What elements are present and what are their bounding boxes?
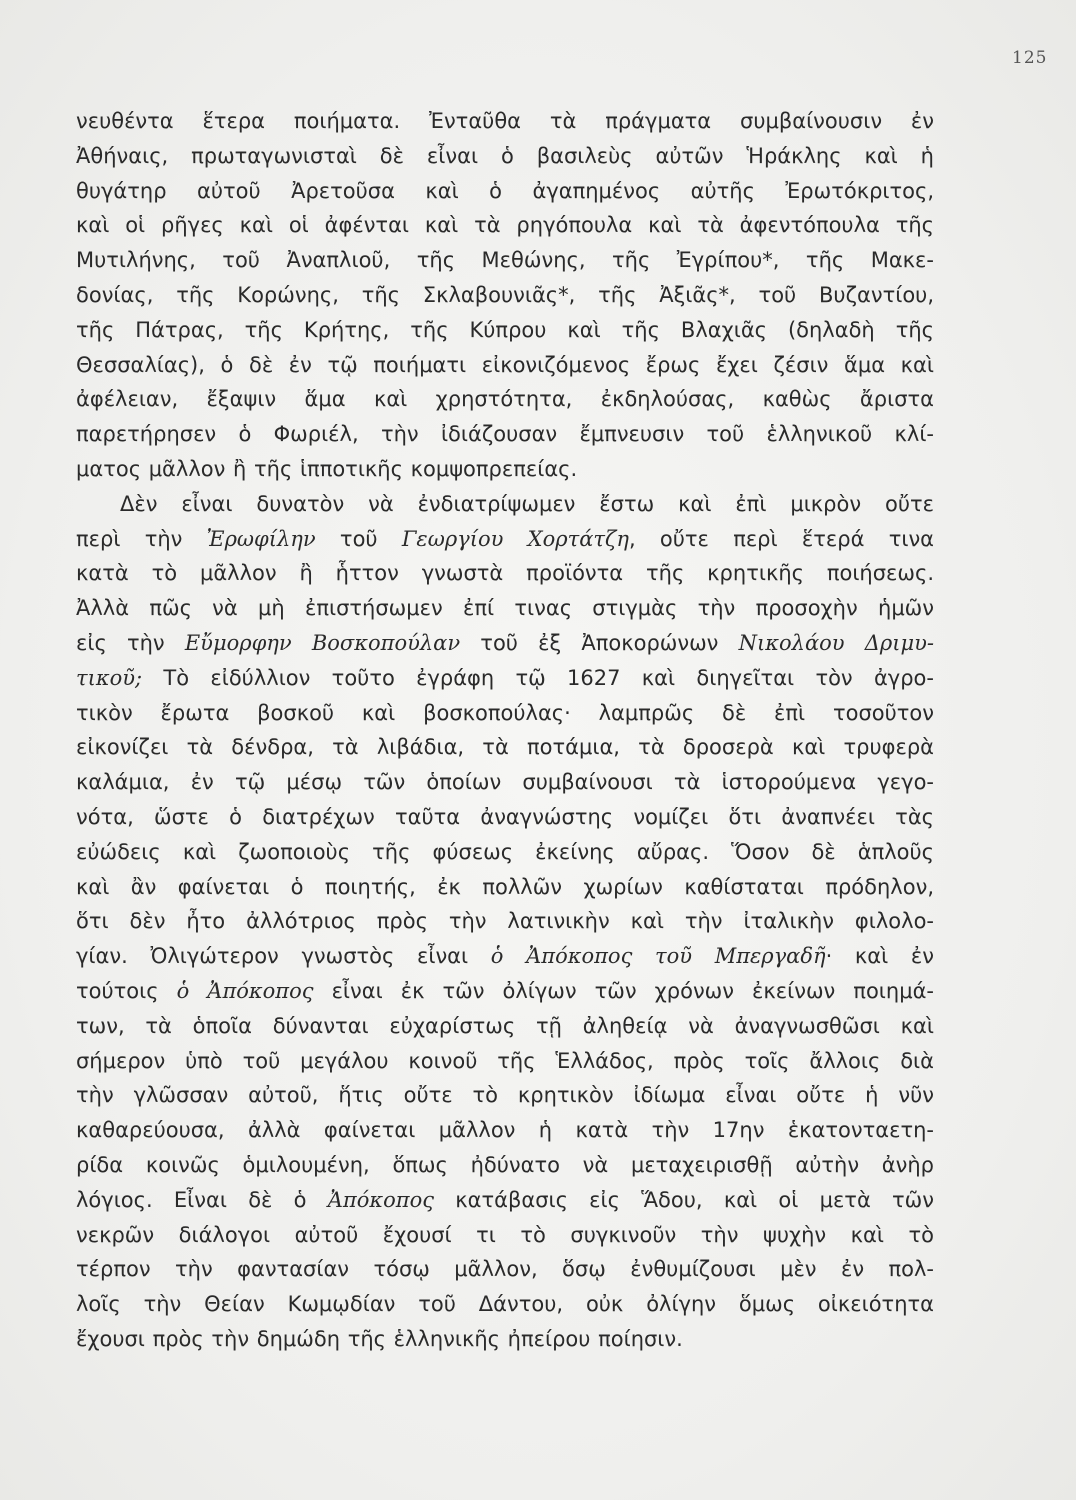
text-run: Ἀθήναις, πρωταγωνισταὶ δὲ εἶναι ὁ βασιλεὺς αὐτῶν Ἡράκλης καὶ ἡ — [76, 143, 934, 168]
text-run: τούτοις — [76, 978, 177, 1003]
text-line — [76, 417, 934, 452]
text-run: εἰς τὴν — [76, 630, 185, 655]
text-run: τοῦ ἐξ Ἀποκορώνων — [460, 630, 739, 655]
text-run: τέρπον τὴν φαντασίαν τόσῳ μᾶλλον, ὅσῳ ἐνθυμίζουσι μὲν ἐν πολ- — [76, 1257, 934, 1282]
italic-title: Νικολάου Δριμυ- — [738, 630, 934, 655]
text-run: , οὔτε περὶ ἕτερά τινα — [628, 526, 935, 551]
text-line — [76, 522, 934, 557]
text-run: ὅτι δὲν ἦτο ἀλλότριος πρὸς τὴν λατινικὴν καὶ τὴν ἰταλικὴν φιλολο- — [76, 909, 934, 934]
text-run: γίαν. Ὀλιγώτερον γνωστὸς εἶναι — [76, 944, 491, 969]
text-line — [76, 696, 934, 731]
italic-title: τικοῦ; — [76, 665, 143, 690]
text-line — [76, 208, 934, 243]
body-text — [76, 104, 934, 1357]
text-line — [76, 765, 934, 800]
text-run: καὶ ἂν φαίνεται ὁ ποιητής, ἐκ πολλῶν χωρίων καθίσταται πρόδηλον, — [76, 874, 934, 899]
text-line — [76, 1218, 934, 1253]
italic-title: Ἐρωφίλην — [206, 526, 316, 551]
italic-title: ὁ Ἀπόκοπος — [176, 978, 314, 1003]
text-run: παρετήρησεν ὁ Φωριέλ, τὴν ἰδιάζουσαν ἔμπνευσιν τοῦ ἑλληνικοῦ κλί- — [76, 422, 934, 447]
text-run: ρίδα κοινῶς ὁμιλουμένη, ὅπως ἠδύνατο νὰ μεταχειρισθῇ αὐτὴν ἀνὴρ — [76, 1152, 934, 1177]
text-line — [76, 661, 934, 696]
text-run: λοῖς τὴν Θείαν Κωμῳδίαν τοῦ Δάντου, οὐκ ὀλίγην ὅμως οἰκειότητα — [76, 1292, 934, 1317]
text-line — [76, 1148, 934, 1183]
text-run: νευθέντα ἕτερα ποιήματα. Ἐνταῦθα τὰ πράγματα συμβαίνουσιν ἐν — [76, 109, 934, 133]
text-line — [76, 1287, 934, 1322]
text-run: κατάβασις εἰς Ἅδου, καὶ οἱ μετὰ τῶν — [434, 1187, 934, 1212]
text-run: θυγάτηρ αὐτοῦ Ἀρετοῦσα καὶ ὁ ἀγαπημένος αὐτῆς Ἐρωτόκριτος, — [76, 178, 934, 203]
italic-title: ὁ Ἀπόκοπος τοῦ Μπεργαδῆ — [490, 944, 826, 969]
page-number: 125 — [1012, 48, 1048, 68]
text-run: · καὶ ἐν — [825, 944, 934, 969]
text-line — [76, 139, 934, 174]
text-line — [76, 1078, 934, 1113]
text-run: τοῦ — [315, 526, 402, 551]
text-line — [76, 626, 934, 661]
text-line — [76, 278, 934, 313]
text-line — [76, 243, 934, 278]
text-run: δονίας, τῆς Κορώνης, τῆς Σκλαβουνιᾶς*, τῆς Ἀξιᾶς*, τοῦ Βυζαντίου, — [76, 282, 934, 307]
text-run: καὶ οἱ ρῆγες καὶ οἱ ἀφένται καὶ τὰ ρηγόπουλα καὶ τὰ ἀφεντόπουλα τῆς — [76, 213, 934, 238]
text-run: ἀφέλειαν, ἔξαψιν ἅμα καὶ χρηστότητα, ἐκδηλούσας, καθὼς ἄριστα — [76, 387, 934, 412]
text-line — [76, 800, 934, 835]
text-run: εἶναι ἐκ τῶν ὀλίγων τῶν χρόνων ἐκείνων ποιημά- — [313, 978, 934, 1003]
text-run: καλάμια, ἐν τῷ μέσῳ τῶν ὁποίων συμβαίνουσι τὰ ἱστορούμενα γεγο- — [76, 770, 934, 795]
text-run: καθαρεύουσα, ἀλλὰ φαίνεται μᾶλλον ἡ κατὰ τὴν 17ην ἑκατονταετη- — [76, 1118, 934, 1143]
italic-title: Ἀπόκοπος — [327, 1187, 434, 1212]
text-run: Θεσσαλίας), ὁ δὲ ἐν τῷ ποιήματι εἰκονιζόμενος ἔρως ἔχει ζέσιν ἅμα καὶ — [76, 352, 934, 377]
text-line — [76, 104, 934, 139]
text-line — [76, 1322, 934, 1357]
text-run: τῆς Πάτρας, τῆς Κρήτης, τῆς Κύπρου καὶ τῆς Βλαχιᾶς (δηλαδὴ τῆς — [76, 317, 934, 342]
text-line — [76, 1113, 934, 1148]
text-line — [76, 313, 934, 348]
text-line — [76, 382, 934, 417]
text-line — [76, 174, 934, 209]
text-line — [76, 348, 934, 383]
text-run: των, τὰ ὁποῖα δύνανται εὐχαρίστως τῇ ἀληθείᾳ νὰ ἀναγνωσθῶσι καὶ — [76, 1013, 934, 1038]
italic-title: Γεωργίου Χορτάτζη — [401, 526, 629, 551]
text-line — [76, 939, 934, 974]
text-run: ματος μᾶλλον ἢ τῆς ἱπποτικῆς κομψοπρεπείας. — [76, 456, 578, 481]
text-run: εὐώδεις καὶ ζωοποιοὺς τῆς φύσεως ἐκείνης αὔρας. Ὅσον δὲ ἁπλοῦς — [76, 839, 934, 864]
text-run: ἔχουσι πρὸς τὴν δημώδη τῆς ἑλληνικῆς ἠπείρου ποίησιν. — [76, 1326, 683, 1351]
text-line — [76, 835, 934, 870]
text-run: κατὰ τὸ μᾶλλον ἢ ἧττον γνωστὰ προϊόντα τῆς κρητικῆς ποιήσεως. — [76, 561, 934, 586]
text-line — [76, 974, 934, 1009]
text-run: νότα, ὥστε ὁ διατρέχων ταῦτα ἀναγνώστης νομίζει ὅτι ἀναπνέει τὰς — [76, 804, 934, 829]
text-line — [76, 730, 934, 765]
text-run: Δὲν εἶναι δυνατὸν νὰ ἐνδιατρίψωμεν ἔστω καὶ ἐπὶ μικρὸν οὔτε — [120, 491, 934, 516]
text-line — [76, 556, 934, 591]
text-line — [76, 452, 934, 487]
text-line — [76, 1044, 934, 1079]
text-run: νεκρῶν διάλογοι αὐτοῦ ἔχουσί τι τὸ συγκινοῦν τὴν ψυχὴν καὶ τὸ — [76, 1222, 934, 1247]
text-run: περὶ τὴν — [76, 526, 207, 551]
text-line — [76, 591, 934, 626]
text-line — [76, 487, 934, 522]
text-line — [76, 1252, 934, 1287]
text-run: Μυτιλήνης, τοῦ Ἀναπλιοῦ, τῆς Μεθώνης, τῆς Ἐγρίπου*, τῆς Μακε- — [76, 248, 934, 273]
text-run: τικὸν ἔρωτα βοσκοῦ καὶ βοσκοπούλας· λαμπρῶς δὲ ἐπὶ τοσοῦτον — [76, 700, 934, 725]
text-run: εἰκονίζει τὰ δένδρα, τὰ λιβάδια, τὰ ποτάμια, τὰ δροσερὰ καὶ τρυφερὰ — [76, 735, 934, 760]
text-line — [76, 1009, 934, 1044]
text-line — [76, 904, 934, 939]
text-line — [76, 1183, 934, 1218]
text-run: λόγιος. Εἶναι δὲ ὁ — [76, 1187, 328, 1212]
text-run: Ἀλλὰ πῶς νὰ μὴ ἐπιστήσωμεν ἐπί τινας στιγμὰς τὴν προσοχὴν ἡμῶν — [76, 596, 934, 621]
text-run: τὴν γλῶσσαν αὐτοῦ, ἥτις οὔτε τὸ κρητικὸν ἰδίωμα εἶναι οὔτε ἡ νῦν — [76, 1083, 934, 1108]
italic-title: Εὔμορφην Βοσκοπούλαν — [184, 630, 461, 655]
text-line — [76, 870, 934, 905]
text-run: σήμερον ὑπὸ τοῦ μεγάλου κοινοῦ τῆς Ἑλλάδος, πρὸς τοῖς ἄλλοις διὰ — [76, 1048, 934, 1073]
text-run: Τὸ εἰδύλλιον τοῦτο ἐγράφη τῷ 1627 καὶ διηγεῖται τὸν ἀγρο- — [142, 665, 934, 690]
